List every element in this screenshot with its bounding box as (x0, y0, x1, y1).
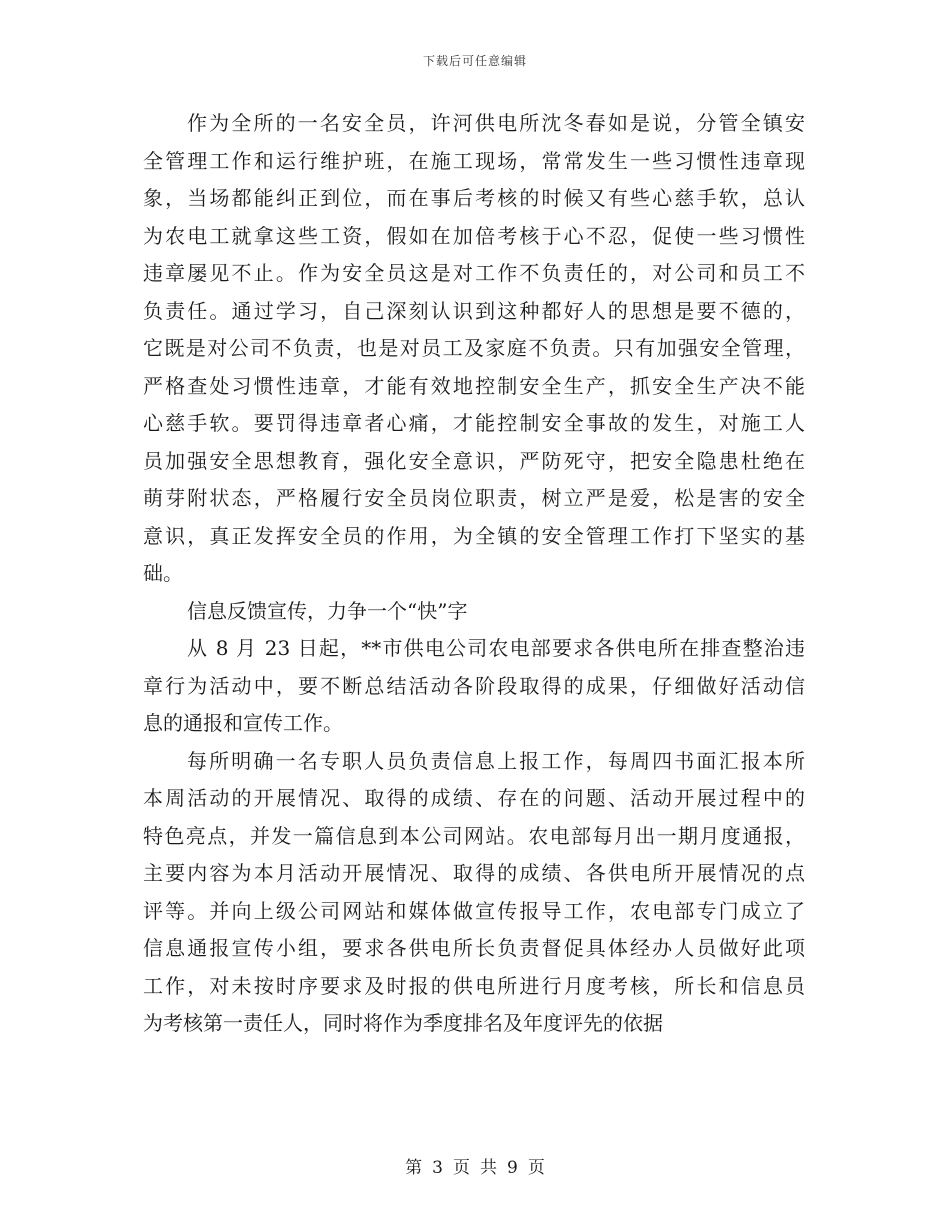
text-line: 工作，对未按时序要求及时报的供电所进行月度考核，所长和信息员 (143, 973, 805, 998)
text-line: 负责任。通过学习，自己深刻认识到这种都好人的思想是要不德的， (143, 298, 805, 323)
footer-page-word: 页 (453, 1158, 470, 1178)
current-page-number: 3 (432, 1158, 443, 1178)
text-line: 评等。并向上级公司网站和媒体做宣传报导工作，农电部专门成立了 (143, 898, 805, 923)
text-line: 全管理工作和运行维护班，在施工现场，常常发生一些习惯性违章现 (143, 148, 805, 173)
section-heading: 信息反馈宣传，力争一个“快”字 (187, 598, 468, 623)
page-header: 下载后可任意编辑 (422, 54, 527, 68)
text-line: 息的通报和宣传工作。 (143, 711, 343, 735)
text-line: 员加强安全思想教育，强化安全意识，严防死守，把安全隐患杜绝在 (143, 448, 805, 473)
text-line: 特色亮点，并发一篇信息到本公司网站。农电部每月出一期月度通报， (143, 823, 805, 848)
footer-suffix: 页 (527, 1158, 545, 1178)
document-body (143, 105, 805, 1043)
text-line: 础。 (143, 561, 183, 585)
text-line: 信息通报宣传小组，要求各供电所长负责督促具体经办人员做好此项 (143, 936, 805, 960)
text-line: 章行为活动中，要不断总结活动各阶段取得的成果，仔细做好活动信 (143, 673, 805, 698)
text-line: 心慈手软。要罚得违章者心痛，才能控制安全事故的发生，对施工人 (143, 411, 805, 435)
text-line: 主要内容为本月活动开展情况、取得的成绩、各供电所开展情况的点 (143, 861, 805, 885)
page-footer (0, 1153, 950, 1178)
text-line: 违章屡见不止。作为安全员这是对工作不负责任的，对公司和员工不 (143, 261, 805, 285)
footer-total-word: 共 (480, 1158, 497, 1178)
footer-prefix: 第 (405, 1158, 423, 1178)
text-line: 为农电工就拿这些工资，假如在加倍考核于心不忍，促使一些习惯性 (143, 223, 805, 248)
text-line: 它既是对公司不负责，也是对员工及家庭不负责。只有加强安全管理， (143, 336, 805, 360)
text-line: 作为全所的一名安全员，许河供电所沈冬春如是说，分管全镇安 (187, 111, 805, 135)
text-line: 意识，真正发挥安全员的作用，为全镇的安全管理工作打下坚实的基 (143, 523, 805, 548)
total-page-count: 9 (507, 1158, 518, 1178)
text-line: 本周活动的开展情况、取得的成绩、存在的问题、活动开展过程中的 (143, 786, 805, 810)
text-line: 从 8 月 23 日起，**市供电公司农电部要求各供电所在排查整治违 (187, 636, 805, 660)
text-line: 严格查处习惯性违章，才能有效地控制安全生产，抓安全生产决不能 (143, 373, 805, 398)
text-line: 每所明确一名专职人员负责信息上报工作，每周四书面汇报本所 (187, 748, 805, 773)
text-line: 为考核第一责任人，同时将作为季度排名及年度评先的依据 (143, 1011, 663, 1035)
text-line: 象，当场都能纠正到位，而在事后考核的时候又有些心慈手软，总认 (143, 186, 805, 210)
text-line: 萌芽附状态，严格履行安全员岗位职责，树立严是爱，松是害的安全 (143, 486, 805, 510)
